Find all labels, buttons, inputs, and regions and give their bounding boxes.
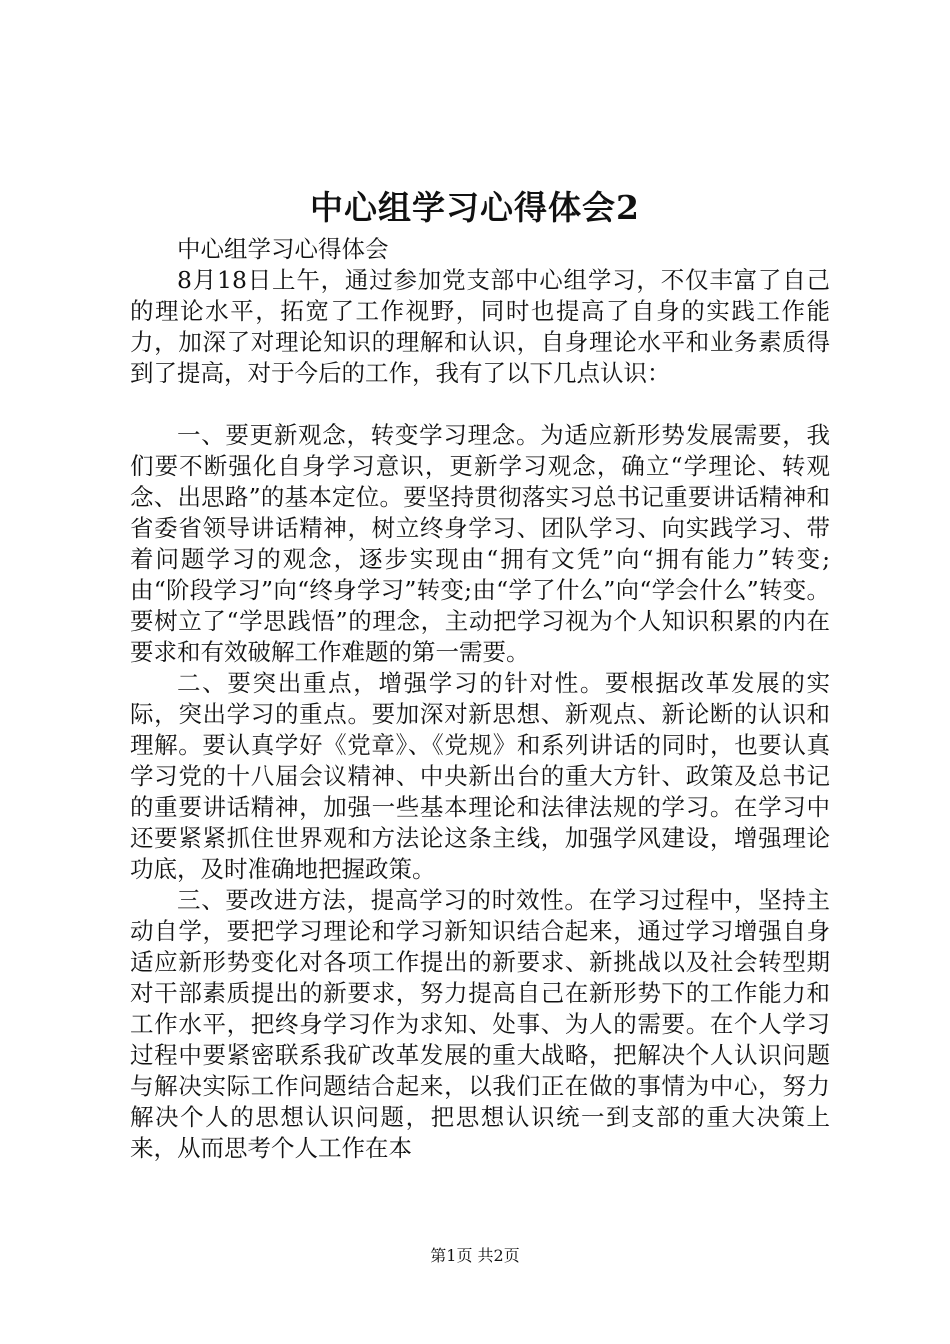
document-title: 中心组学习心得体会2 [310, 188, 640, 227]
paragraph-point-1: 一、要更新观念，转变学习理念。为适应新形势发展需要，我们要不断强化自身学习意识，更新学习观念，确立“学理论、转观念、出思路”的基本定位。要坚持贯彻落实习总书记重要讲话精神和省委省领导讲话精神，树立终身学习、团队学习、向实践学习、带着问题学习的观念，逐步实现由“拥有文凭”向“拥有能力”转变;由“阶段学习”向“终身学习”转变;由“学了什么”向“学会什么”转变。要树立了“学思践悟”的理念，主动把学习视为个人知识积累的内在要求和有效破解工作难题的第一需要。 [130, 421, 830, 666]
paragraph-subtitle: 中心组学习心得体会 [177, 235, 389, 263]
paragraph-intro: 8月18日上午，通过参加党支部中心组学习，不仅丰富了自己的理论水平，拓宽了工作视野，同时也提高了自身的实践工作能力，加深了对理论知识的理解和认识，自身理论水平和业务素质得到了提高，对于今后的工作，我有了以下几点认识： [130, 266, 830, 387]
document-body [130, 234, 830, 1164]
paragraph-point-2: 二、要突出重点，增强学习的针对性。要根据改革发展的实际，突出学习的重点。要加深对新思想、新观点、新论断的认识和理解。要认真学好《党章》、《党规》和系列讲话的同时，也要认真学习党的十八届会议精神、中央新出台的重大方针、政策及总书记的重要讲话精神，加强一些基本理论和法律法规的学习。在学习中还要紧紧抓住世界观和方法论这条主线，加强学风建设，增强理论功底，及时准确地把握政策。 [130, 669, 830, 883]
page-footer: 第1页 共2页 [430, 1246, 520, 1265]
paragraph-point-3: 三、要改进方法，提高学习的时效性。在学习过程中，坚持主动自学，要把学习理论和学习新知识结合起来，通过学习增强自身适应新形势变化对各项工作提出的新要求、新挑战以及社会转型期对干部素质提出的新要求，努力提高自己在新形势下的工作能力和工作水平，把终身学习作为求知、处事、为人的需要。在个人学习过程中要紧密联系我矿改革发展的重大战略，把解决个人认识问题与解决实际工作问题结合起来，以我们正在做的事情为中心，努力解决个人的思想认识问题，把思想认识统一到支部的重大决策上来，从而思考个人工作在本 [130, 886, 830, 1162]
